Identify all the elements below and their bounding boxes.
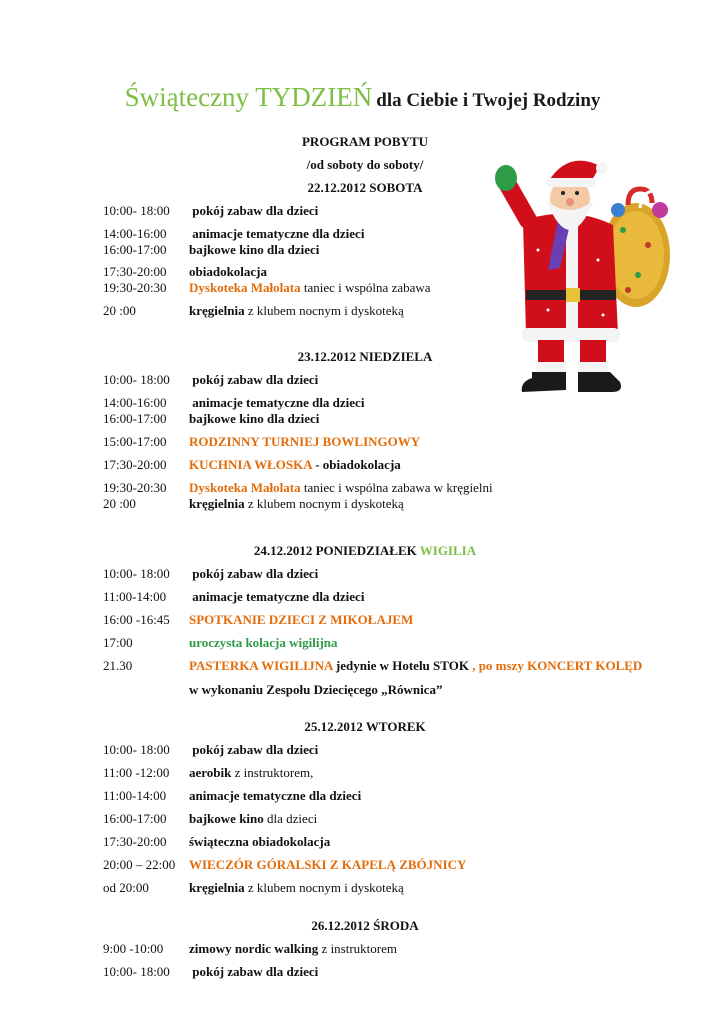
schedule-row: 17:00 uroczysta kolacja wigilijna [103,635,338,650]
schedule-row: 9:00 -10:00 zimowy nordic walking z instruktorem [103,941,398,956]
day-heading: 23.12.2012 NIEDZIELA [297,349,433,364]
schedule-row: 10:00- 18:00 pokój zabaw dla dzieci [103,566,319,581]
schedule-row: 11:00-14:00 animacje tematyczne dla dzieci [103,788,362,803]
schedule-row [103,682,443,698]
schedule-row: 19:30-20:30 Dyskoteka Małolata taniec i wspólna zabawa w kręgielni [103,480,493,495]
schedule-row: 10:00- 18:00 pokój zabaw dla dzieci [103,964,319,979]
schedule-row: 14:00-16:00 animacje tematyczne dla dzieci [103,395,365,410]
schedule-row: 10:00- 18:00 pokój zabaw dla dzieci [103,203,319,218]
schedule-text: animacje tematyczne dla dzieci [189,788,362,803]
schedule-row: 11:00-14:00 animacje tematyczne dla dzieci [103,589,365,604]
schedule-text: taniec i wspólna zabawa w kręgielni [300,480,493,495]
schedule-text: pokój zabaw dla dzieci [189,372,319,387]
schedule-row: 14:00-16:00 animacje tematyczne dla dzieci [103,226,365,241]
schedule-row: 16:00-17:00 bajkowe kino dla dzieci [103,242,320,257]
schedule-text: taniec i wspólna zabawa [300,280,431,295]
schedule-row: 15:00-17:00 RODZINNY TURNIEJ BOWLINGOWY [103,434,421,449]
schedule-text: Dyskoteka Małolata [189,280,301,295]
schedule-row: 10:00- 18:00 pokój zabaw dla dzieci [103,372,319,387]
schedule-row: 16:00-17:00 bajkowe kino dla dzieci [103,411,320,426]
program-heading: PROGRAM POBYTU [301,134,429,149]
title-highlight: Świąteczny TYDZIEŃ [124,82,373,112]
schedule-text: z klubem nocnym i dyskoteką [244,496,404,511]
day-heading: 25.12.2012 WTOREK [304,719,426,734]
day-heading: 22.12.2012 SOBOTA [307,180,423,195]
schedule-text: pokój zabaw dla dzieci [189,742,319,757]
schedule-text: SPOTKANIE DZIECI Z MIKOŁAJEM [189,612,414,627]
santa-claus-illustration [488,150,678,400]
schedule-row: 19:30-20:30 Dyskoteka Małolata taniec i wspólna zabawa [103,280,431,295]
schedule-text: Dyskoteka Małolata [189,480,301,495]
schedule-text: RODZINNY TURNIEJ BOWLINGOWY [189,434,421,449]
schedule-text: animacje tematyczne dla dzieci [189,226,365,241]
schedule-text: WIECZÓR GÓRALSKI Z KAPELĄ ZBÓJNICY [189,857,467,872]
schedule-row: 17:30-20:00 świąteczna obiadokolacja [103,834,331,849]
schedule-text: , po mszy KONCERT KOLĘD [468,658,643,673]
schedule-row: 21.30 PASTERKA WIGILIJNA jedynie w Hotelu STOK , po mszy KONCERT KOLĘD [103,658,643,673]
schedule-text: kręgielnia [189,496,245,511]
schedule-text: bajkowe kino dla dzieci [189,242,320,257]
schedule-text: z klubem nocnym i dyskoteką [244,880,404,895]
schedule-text: bajkowe kino [189,811,264,826]
wigilia-label: WIGILIA [419,543,477,558]
day-heading: 26.12.2012 ŚRODA [311,918,419,933]
schedule-row: 20 :00 kręgielnia z klubem nocnym i dyskoteką [103,303,404,318]
schedule-text: obiadokolacja [189,264,268,279]
schedule-text: z instruktorem, [231,765,314,780]
schedule-text: pokój zabaw dla dzieci [189,203,319,218]
schedule-text: KUCHNIA WŁOSKA [189,457,312,472]
schedule-row: 17:30-20:00 obiadokolacja [103,264,268,279]
schedule-text: pokój zabaw dla dzieci [189,566,319,581]
schedule-row: 17:30-20:00 KUCHNIA WŁOSKA - obiadokolacja [103,457,401,472]
schedule-text: animacje tematyczne dla dzieci [189,395,365,410]
schedule-text: świąteczna obiadokolacja [189,834,331,849]
day-heading: 24.12.2012 PONIEDZIAŁEK WIGILIA [253,543,477,558]
title-subtitle: dla Ciebie i Twojej Rodziny [376,90,601,111]
schedule-text: kręgielnia [189,303,245,318]
schedule-text: bajkowe kino dla dzieci [189,411,320,426]
schedule-row: 20:00 – 22:00 WIECZÓR GÓRALSKI Z KAPELĄ ZBÓJNICY [103,857,467,872]
schedule-text: aerobik [189,765,232,780]
schedule-text: pokój zabaw dla dzieci [189,964,319,979]
schedule-text: w wykonaniu Zespołu Dziecięcego „Równica” [189,682,443,697]
schedule-text: uroczysta kolacja wigilijna [189,635,338,650]
schedule-text: - obiadokolacja [311,457,401,472]
schedule-row: od 20:00 kręgielnia z klubem nocnym i dyskoteką [103,880,404,895]
schedule-text: animacje tematyczne dla dzieci [189,589,365,604]
schedule-text: jedynie w Hotelu STOK [332,658,469,673]
schedule-row: 16:00-17:00 bajkowe kino dla dzieci [103,811,318,826]
schedule-text: zimowy nordic walking [189,941,319,956]
schedule-text: dla dzieci [263,811,318,826]
program-subheading: /od soboty do soboty/ [306,157,424,172]
schedule-row: 11:00 -12:00 aerobik z instruktorem, [103,765,314,780]
document-title [0,82,725,113]
schedule-text: kręgielnia [189,880,245,895]
schedule-row: 20 :00 kręgielnia z klubem nocnym i dyskoteką [103,496,404,511]
schedule-text: z klubem nocnym i dyskoteką [244,303,404,318]
schedule-row: 10:00- 18:00 pokój zabaw dla dzieci [103,742,319,757]
schedule-text: z instruktorem [318,941,398,956]
schedule-text: PASTERKA WIGILIJNA [189,658,333,673]
schedule-row: 16:00 -16:45 SPOTKANIE DZIECI Z MIKOŁAJEM [103,612,414,627]
